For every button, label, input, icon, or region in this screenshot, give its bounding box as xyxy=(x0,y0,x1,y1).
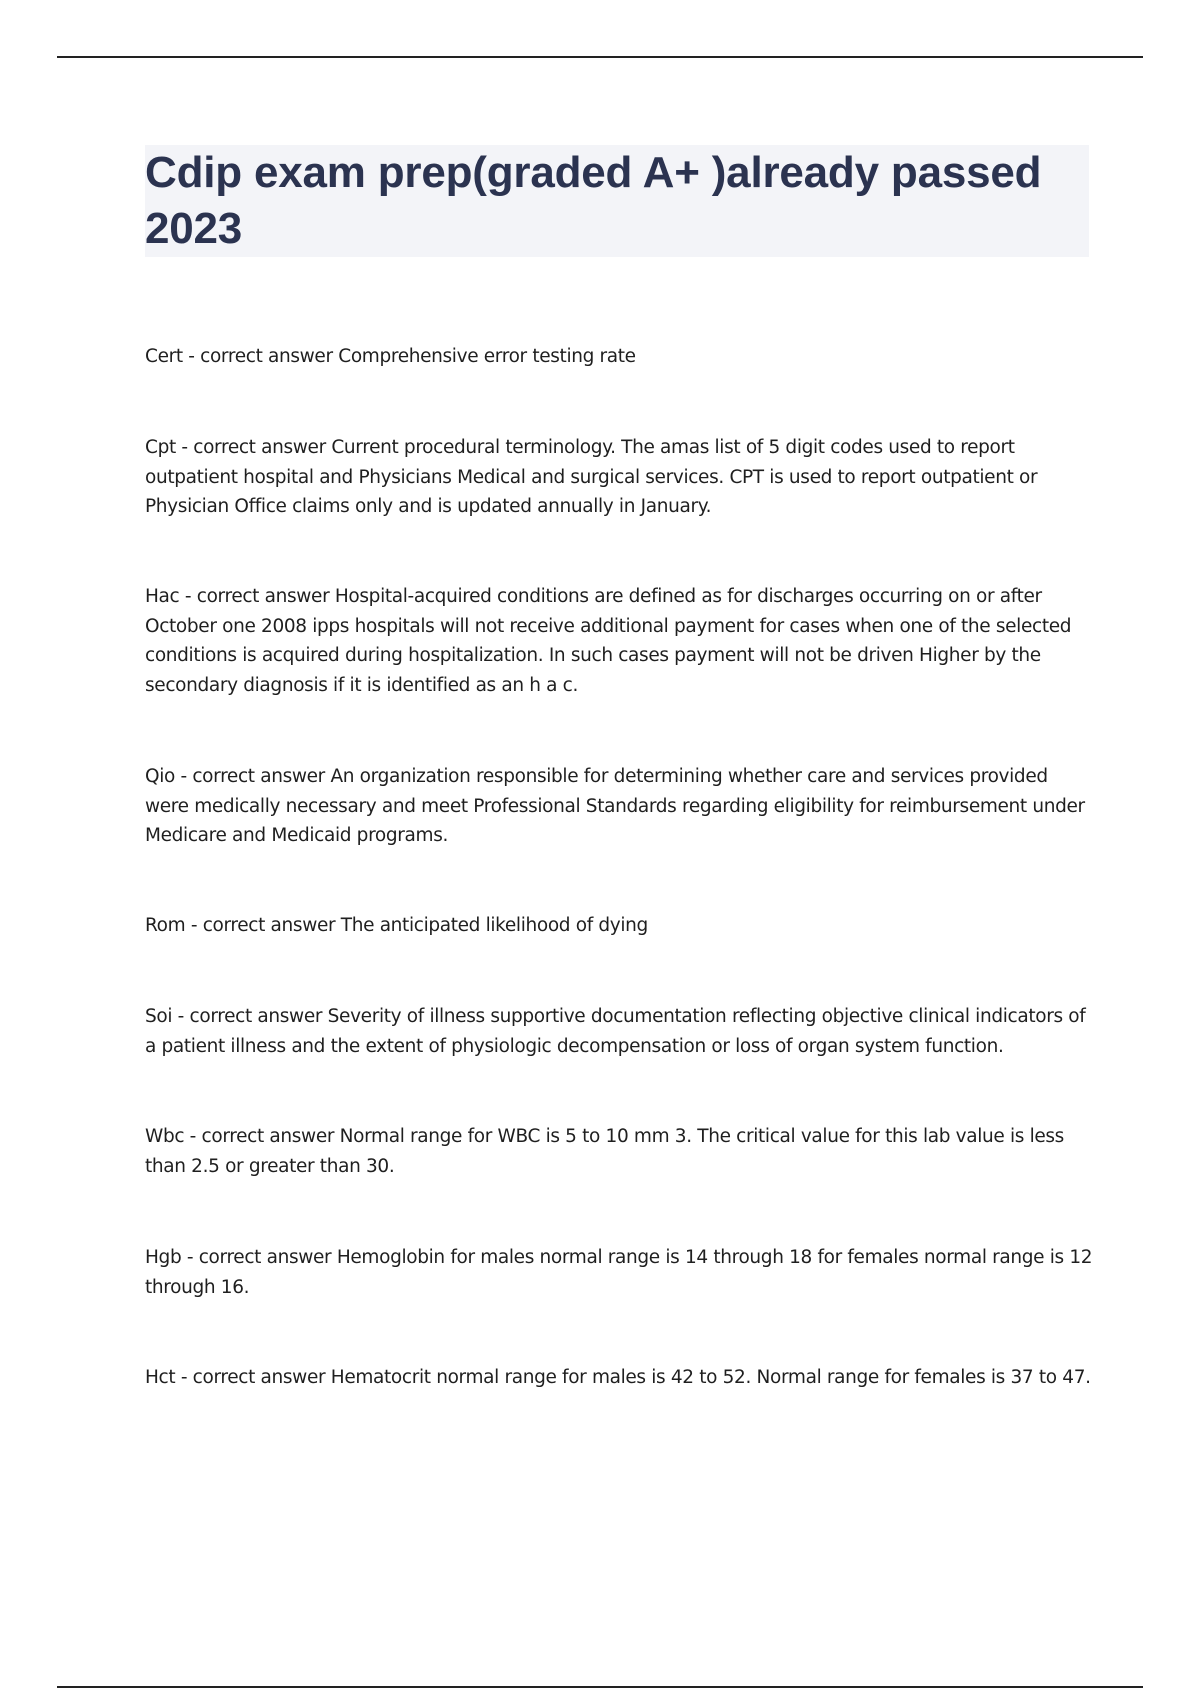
entry-rom: Rom - correct answer The anticipated likelihood of dying xyxy=(145,915,648,936)
entry-qio: Qio - correct answer An organization responsible for determining whether care and services provided were medically necessary and meet Professional Standards regarding eligibility for reimbursement under Medicare and Medicaid programs. xyxy=(145,766,1085,846)
title-block xyxy=(145,145,1089,257)
entry-hct: Hct - correct answer Hematocrit normal range for males is 42 to 52. Normal range for females is 37 to 47. xyxy=(145,1367,1091,1388)
document-title: Cdip exam prep(graded A+ )already passed 2023 xyxy=(145,148,1042,253)
bottom-rule xyxy=(57,1686,1143,1688)
entry-soi: Soi - correct answer Severity of illness supportive documentation reflecting objective clinical indicators of a patient illness and the extent of physiologic decompensation or loss of organ system function. xyxy=(145,1006,1086,1057)
entry-cpt: Cpt - correct answer Current procedural terminology. The amas list of 5 digit codes used to report outpatient hospital and Physicians Medical and surgical services. CPT is used to report outpatient or Physician Office claims only and is updated annually in January. xyxy=(145,437,1038,517)
top-rule xyxy=(57,56,1143,58)
entry-wbc: Wbc - correct answer Normal range for WBC is 5 to 10 mm 3. The critical value for this lab value is less than 2.5 or greater than 30. xyxy=(145,1126,1064,1177)
entry-hac: Hac - correct answer Hospital-acquired conditions are defined as for discharges occurring on or after October one 2008 ipps hospitals will not receive additional payment for cases when one of the selected conditions is acquired during hospitalization. In such cases payment will not be driven Higher by the secondary diagnosis if it is identified as an h a c. xyxy=(145,586,1072,696)
entry-hgb: Hgb - correct answer Hemoglobin for males normal range is 14 through 18 for females normal range is 12 through 16. xyxy=(145,1247,1093,1298)
entry-cert: Cert - correct answer Comprehensive error testing rate xyxy=(145,346,636,367)
